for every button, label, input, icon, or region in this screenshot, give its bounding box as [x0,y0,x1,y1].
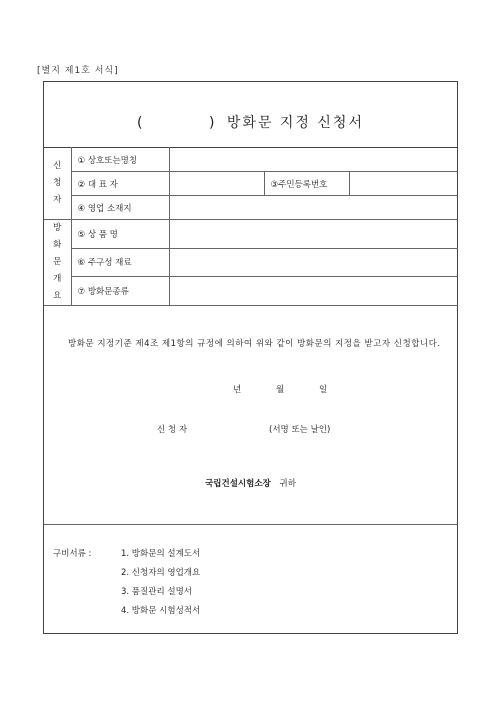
resident-number-label: ③주민등록번호 [264,172,349,196]
date-month-label: 월 [276,385,285,395]
list-item: 4. 방화문 시험성적서 [121,606,201,616]
business-address-field[interactable] [169,196,458,220]
list-item: 구비서류 : 1. 방화문의 설계도서 [53,545,200,564]
applicant-side-label: 신 청 자 [44,148,71,220]
title-blank-parentheses: ( ) [137,115,217,131]
recipient-name: 국립건설시험소장 [205,479,271,489]
form-number-label: [별지 제1호 서식] [37,66,119,76]
representative-label: ② 대 표 자 [71,172,169,196]
date-day-label: 일 [319,385,328,395]
required-documents [53,545,200,621]
title-text: 방화문 지정 신청서 [226,115,364,131]
recipient-line [44,477,457,489]
representative-field[interactable] [169,172,264,196]
door-type-field[interactable] [169,277,458,306]
main-material-field[interactable] [169,248,458,277]
section-divider [44,524,458,525]
list-item: 2. 신청자의 영업개요 [121,568,201,578]
product-name-field[interactable] [169,220,458,249]
form-table [44,147,458,306]
door-overview-side-label: 방 화 문 개 요 [44,220,71,306]
door-type-label: ⑦ 방화문종류 [71,277,169,306]
resident-number-field[interactable] [349,172,458,196]
trade-name-label: ① 상호또는명칭 [71,148,169,172]
date-year-label: 년 [233,385,242,395]
trade-name-field[interactable] [169,148,458,172]
main-material-label: ⑥ 주구성 재료 [71,248,169,277]
business-address-label: ④ 영업 소재지 [71,196,169,220]
application-form [43,81,458,634]
recipient-suffix: 귀하 [279,479,296,489]
required-documents-heading: 구비서류 : [53,549,92,559]
form-title [44,112,457,132]
list-item: 3. 품질관리 설명서 [121,587,192,597]
applicant-label: 신 청 자 [157,425,188,435]
application-statement: 방화문 지정기준 제4조 제1항의 규정에 의하여 위와 같이 방화문의 지정을 받고자 신청합니다. [68,339,441,349]
signature-note: (서명 또는 날인) [269,425,331,435]
product-name-label: ⑤ 상 품 명 [71,220,169,249]
